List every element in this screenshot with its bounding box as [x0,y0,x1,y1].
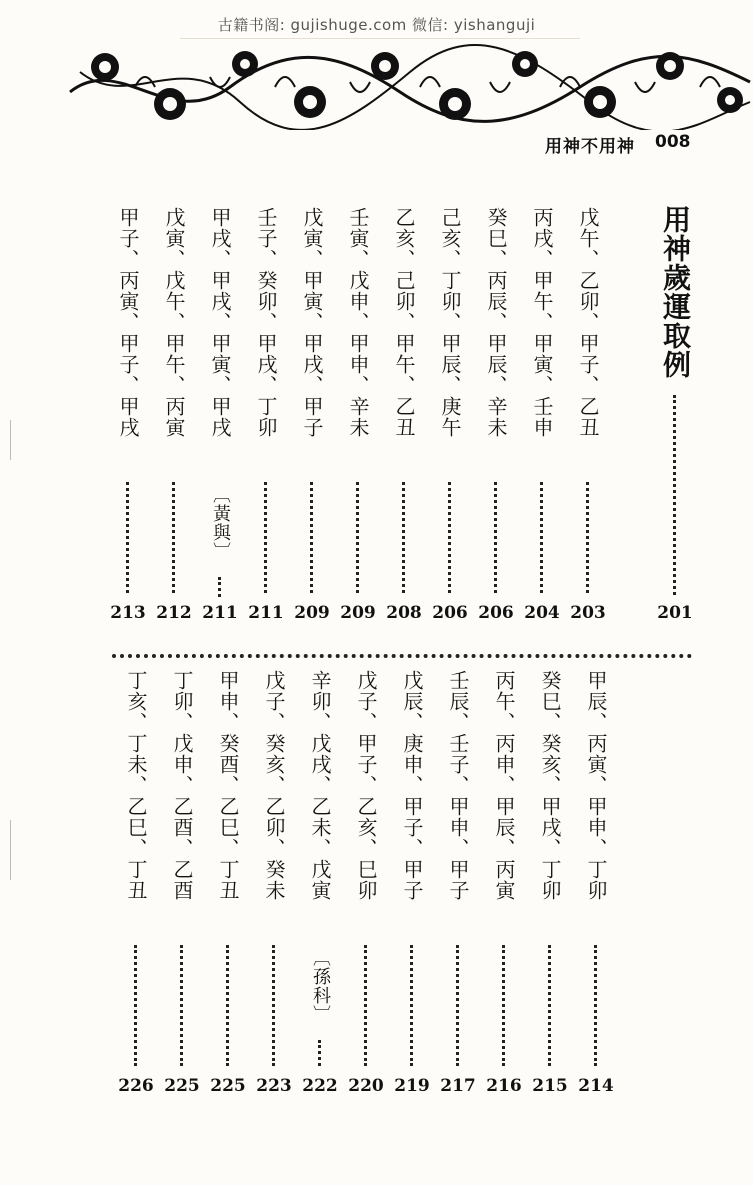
leader-dots [310,482,313,593]
page-number: 215 [532,1076,568,1096]
entry-text: 丁亥、丁未、乙巳、丁丑 [124,670,148,901]
page-number: 209 [340,603,376,623]
page-number: 214 [578,1076,614,1096]
page-number: 222 [302,1076,338,1096]
toc-entry [392,670,432,1096]
toc-entry [200,207,240,623]
leader-dots [364,945,367,1066]
toc-entry [430,207,470,623]
page-number: 225 [210,1076,246,1096]
leader-dots [673,395,676,595]
leader-dots [172,482,175,593]
page-edge-mark [10,820,11,880]
entry-note: 〔孫科〕 [310,948,331,1024]
entry-note: 〔黃與〕 [210,485,231,561]
toc-entry [576,670,616,1096]
entry-text: 己亥、丁卯、甲辰、庚午 [438,207,462,438]
leader-dots [494,482,497,593]
toc-entry [246,207,286,623]
entry-text: 丙午、丙申、甲辰、丙寅 [492,670,516,901]
toc-entry [346,670,386,1096]
page-number: 208 [386,603,422,623]
leader-dots [594,945,597,1066]
page-number: 226 [118,1076,154,1096]
page-number: 201 [657,603,693,623]
toc-entry [484,670,524,1096]
leader-dots [272,945,275,1066]
section-heading-entry [655,205,695,625]
section-title: 用神歲運取例 [659,205,692,379]
leader-dots [410,945,413,1066]
leader-dots [502,945,505,1066]
watermark-rule [180,38,580,39]
page-number: 211 [248,603,284,623]
entry-text: 戊寅、戊午、甲午、丙寅 [162,207,186,438]
leader-dots [456,945,459,1066]
toc-entry [292,207,332,623]
leader-dots [126,482,129,593]
page-number: 220 [348,1076,384,1096]
toc-entry [438,670,478,1096]
leader-dots [318,1040,321,1066]
page-number: 216 [486,1076,522,1096]
entry-text: 戊辰、庚申、甲子、甲子 [400,670,424,901]
leader-dots [356,482,359,593]
page-number: 206 [432,603,468,623]
entry-text: 癸巳、丙辰、甲辰、辛未 [484,207,508,438]
toc-entry [384,207,424,623]
entry-text: 甲辰、丙寅、甲申、丁卯 [584,670,608,901]
page-number: 223 [256,1076,292,1096]
entry-text: 辛卯、戊戌、乙未、戊寅 [308,670,332,901]
page-number: 225 [164,1076,200,1096]
leader-dots [448,482,451,593]
entry-text: 丁卯、戊申、乙酉、乙酉 [170,670,194,901]
entry-text: 甲子、丙寅、甲子、甲戌 [116,207,140,438]
page-number: 206 [478,603,514,623]
entry-text: 戊寅、甲寅、甲戌、甲子 [300,207,324,438]
running-header-page-number: 008 [655,132,691,152]
entry-text: 壬辰、壬子、甲申、甲子 [446,670,470,901]
toc-entry [162,670,202,1096]
leader-dots [540,482,543,593]
leader-dots [586,482,589,593]
entry-text: 戊午、乙卯、甲子、乙丑 [576,207,600,438]
toc-entry [116,670,156,1096]
entry-text: 戊子、癸亥、乙卯、癸未 [262,670,286,901]
toc-entry [476,207,516,623]
entry-text: 戊子、甲子、乙亥、巳卯 [354,670,378,901]
entry-text: 丙戌、甲午、甲寅、壬申 [530,207,554,438]
leader-dots [402,482,405,593]
entry-text: 乙亥、己卯、甲午、乙丑 [392,207,416,438]
page-number: 217 [440,1076,476,1096]
toc-entry [338,207,378,623]
leader-dots [180,945,183,1066]
entry-text: 甲申、癸酉、乙巳、丁丑 [216,670,240,901]
toc-entry [530,670,570,1096]
watermark: 古籍书阁: gujishuge.com 微信: yishanguji [217,16,536,34]
leader-dots [264,482,267,593]
floral-ornament-border [60,42,753,130]
page-number: 209 [294,603,330,623]
leader-dots [134,945,137,1066]
leader-dots [226,945,229,1066]
running-header-title: 用神不用神 [545,137,635,157]
page-number: 212 [156,603,192,623]
leader-dots [218,577,221,597]
page-number: 213 [110,603,146,623]
page-number: 204 [524,603,560,623]
entry-text: 壬寅、戊申、甲申、辛未 [346,207,370,438]
entry-text: 甲戌、甲戌、甲寅、甲戌 [208,207,232,438]
section-divider [112,654,692,658]
toc-entry [254,670,294,1096]
toc-entry [208,670,248,1096]
page-number: 203 [570,603,606,623]
entry-text: 壬子、癸卯、甲戌、丁卯 [254,207,278,438]
toc-entry [568,207,608,623]
toc-entry [108,207,148,623]
toc-entry [154,207,194,623]
toc-entry [300,670,340,1096]
page-number: 211 [202,603,238,623]
leader-dots [548,945,551,1066]
page-edge-mark [10,420,11,460]
toc-entry [522,207,562,623]
entry-text: 癸巳、癸亥、甲戌、丁卯 [538,670,562,901]
page-number: 219 [394,1076,430,1096]
